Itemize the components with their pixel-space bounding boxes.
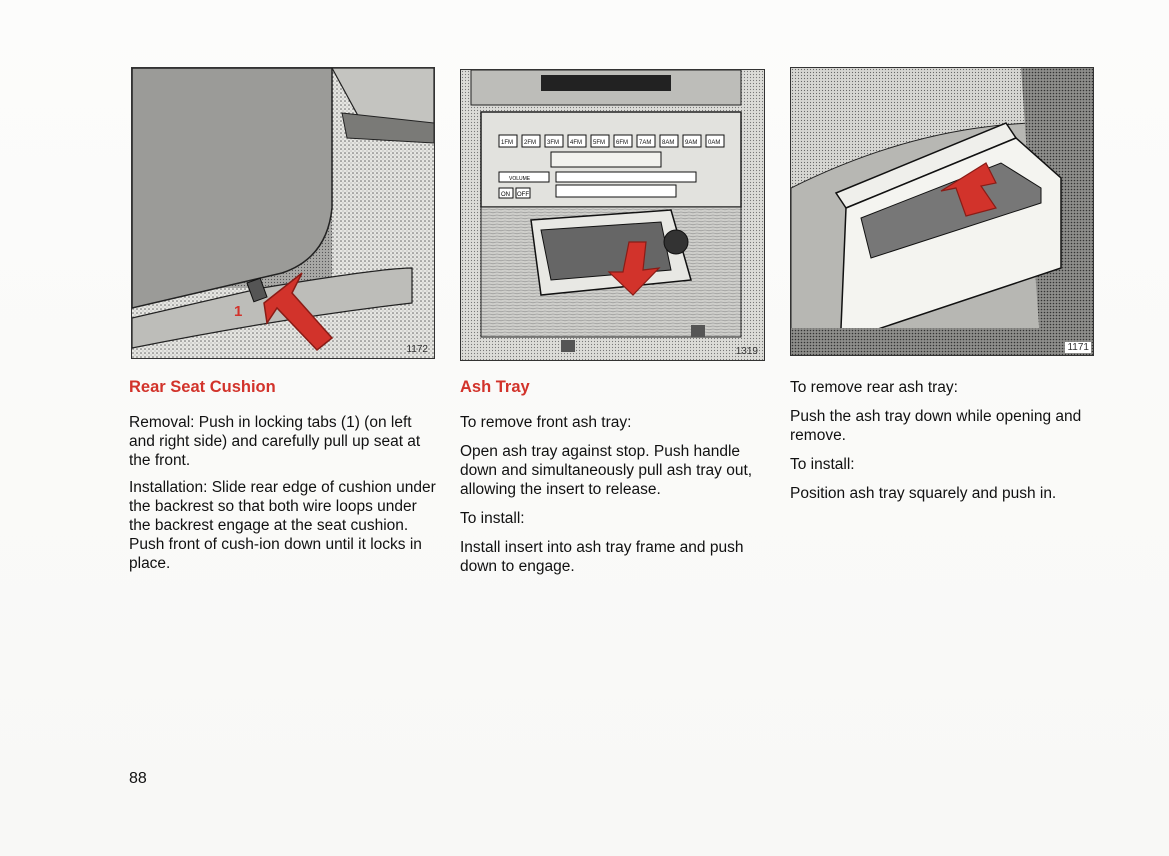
- preset-4: 4FM: [570, 140, 582, 146]
- off-label: OFF: [517, 192, 529, 198]
- rear-seat-cushion-section: [129, 378, 439, 581]
- figure-number: 1171: [1067, 342, 1089, 353]
- preset-0: 0AM: [708, 140, 721, 146]
- install-instructions: Install insert into ash tray frame and push down to engage.: [460, 539, 744, 575]
- preset-2: 2FM: [524, 140, 536, 146]
- figure-number: 1319: [735, 346, 758, 357]
- section-heading: Rear Seat Cushion: [129, 378, 276, 396]
- rear-ash-tray-illustration: [790, 67, 1094, 356]
- removal-paragraph: Removal: Push in locking tabs (1) (on left and right side) and carefully pull up seat at the front.: [129, 414, 421, 469]
- ash-tray-section: [460, 378, 760, 586]
- rear-ash-tray-section: [790, 378, 1100, 513]
- console-drawing: [461, 70, 764, 360]
- install-label: To install:: [790, 456, 855, 473]
- rear-seat-cushion-illustration: [131, 67, 435, 359]
- preset-6: 6FM: [616, 140, 628, 146]
- installation-paragraph: Installation: Slide rear edge of cushion under the backrest so that both wire loops under the backrest engage at the seat cushion. Push front of cush-ion down until it locks in place.: [129, 479, 436, 572]
- preset-8: 8AM: [662, 140, 675, 146]
- remove-rear-label: To remove rear ash tray:: [790, 379, 958, 396]
- volume-label: VOLUME: [509, 176, 531, 182]
- seat-cushion-drawing: [132, 68, 434, 358]
- on-label: ON: [501, 192, 510, 198]
- preset-5: 5FM: [593, 140, 605, 146]
- preset-9: 9AM: [685, 140, 698, 146]
- remove-rear-instructions: Push the ash tray down while opening and remove.: [790, 408, 1082, 444]
- preset-7: 7AM: [639, 140, 652, 146]
- section-heading: Ash Tray: [460, 378, 530, 396]
- install-label: To install:: [460, 510, 525, 527]
- preset-1: 1FM: [501, 140, 513, 146]
- callout-label: 1: [234, 303, 243, 320]
- figure-number: 1172: [406, 344, 428, 355]
- preset-3: 3FM: [547, 140, 559, 146]
- page-number: 88: [129, 770, 147, 787]
- front-ash-tray-illustration: [460, 69, 765, 361]
- install-instructions: Position ash tray squarely and push in.: [790, 485, 1057, 502]
- remove-front-instructions: Open ash tray against stop. Push handle down and simultaneously pull ash tray out, allowing the insert to release.: [460, 443, 753, 498]
- rear-ash-tray-drawing: [791, 68, 1093, 355]
- remove-front-label: To remove front ash tray:: [460, 414, 632, 431]
